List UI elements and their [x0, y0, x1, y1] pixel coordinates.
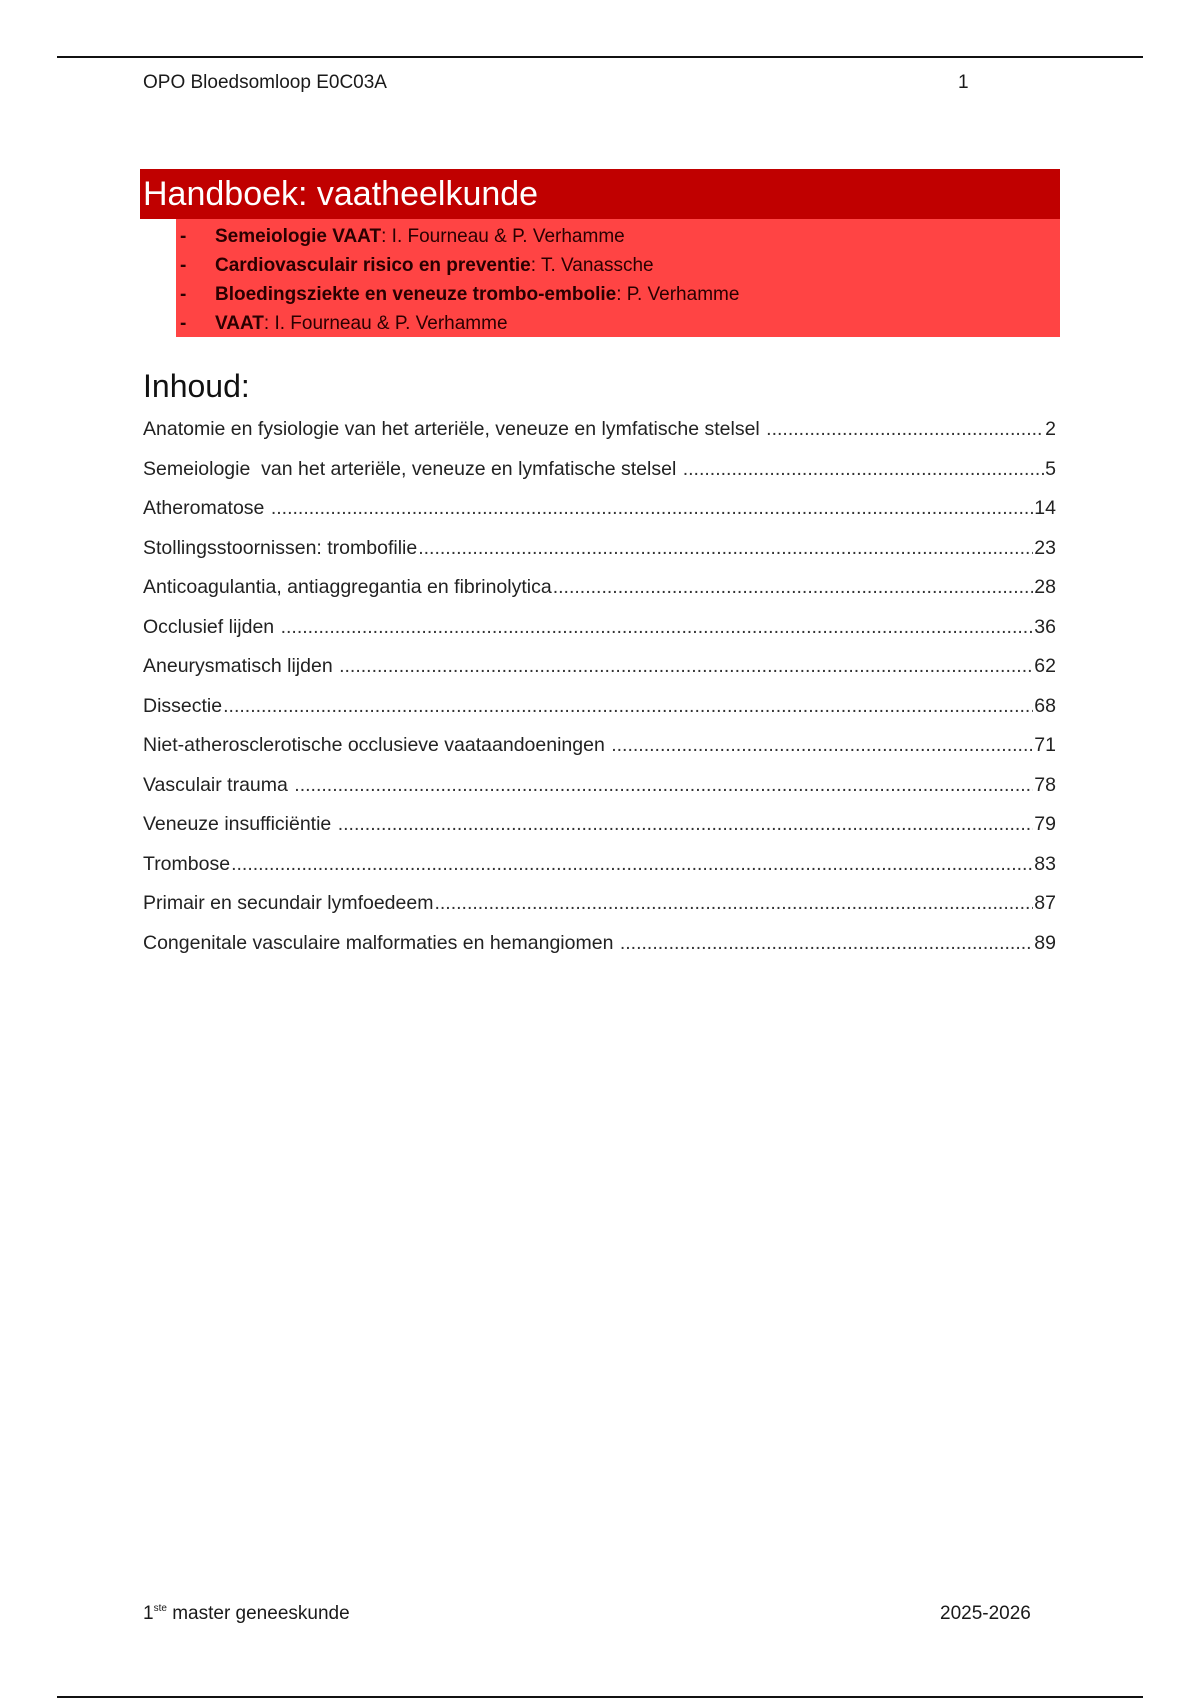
toc-entry-title[interactable]: Primair en secundair lymfoedeem: [143, 892, 434, 914]
toc-entry-title[interactable]: Semeiologie van het arteriële, veneuze en lymfatische stelsel: [143, 457, 682, 480]
toc-leader-dots: [231, 845, 1033, 885]
toc-leader-dots: [766, 410, 1044, 450]
toc-entry-page[interactable]: 71: [1034, 734, 1056, 756]
toc-leader-dots: [271, 489, 1033, 529]
toc-entry[interactable]: [143, 647, 1056, 687]
toc-entry-title[interactable]: Anatomie en fysiologie van het arteriële, veneuze en lymfatische stelsel: [143, 418, 766, 440]
toc-leader-dots: [418, 529, 1033, 569]
footer-level: [143, 1603, 350, 1625]
toc-entry-title[interactable]: Trombose: [143, 852, 231, 875]
bullet-dash: -: [180, 313, 187, 334]
toc-entry-page[interactable]: 5: [1045, 457, 1056, 480]
toc-heading: Inhoud:: [143, 368, 250, 404]
footer-level-text: master geneeskunde: [166, 1603, 350, 1624]
toc-entry[interactable]: [143, 726, 1056, 766]
toc-leader-dots: [620, 924, 1033, 964]
toc-entry-title[interactable]: Congenitale vasculaire malformaties en hemangiomen: [143, 931, 619, 954]
toc-entry[interactable]: [143, 845, 1056, 885]
toc-leader-dots: [339, 647, 1033, 687]
toc-leader-dots: [338, 805, 1034, 845]
footer-level-suffix: ste: [153, 1603, 167, 1614]
toc-entry-page[interactable]: 89: [1034, 931, 1056, 954]
footer-rule: [57, 1696, 1143, 1698]
toc-entry[interactable]: [143, 766, 1056, 806]
bullet-dash: -: [180, 284, 187, 305]
footer-level-number: 1: [143, 1603, 154, 1624]
bullet-dash: -: [180, 255, 187, 276]
toc-entry[interactable]: [143, 410, 1056, 450]
author-names: : P. Verhamme: [616, 284, 740, 305]
toc-entry-title[interactable]: Occlusief lijden: [143, 615, 280, 638]
toc-entry-title[interactable]: Vasculair trauma: [143, 773, 294, 796]
toc-entry-page[interactable]: 62: [1034, 655, 1056, 677]
toc-leader-dots: [223, 687, 1033, 727]
toc-leader-dots: [553, 568, 1034, 608]
toc-entry-title[interactable]: Dissectie: [143, 694, 223, 717]
author-names: : T. Vanassche: [530, 255, 654, 276]
toc-entry-page[interactable]: 36: [1034, 615, 1056, 638]
toc-entry[interactable]: [143, 884, 1056, 924]
toc-leader-dots: [281, 608, 1034, 648]
toc-entry[interactable]: [143, 529, 1056, 569]
toc-entry-page[interactable]: 28: [1034, 576, 1056, 598]
toc-entry-page[interactable]: 68: [1034, 694, 1056, 717]
toc-entry-page[interactable]: 83: [1034, 852, 1056, 875]
toc-entry-page[interactable]: 2: [1045, 418, 1056, 440]
toc-leader-dots: [434, 884, 1033, 924]
toc-entry-title[interactable]: Stollingsstoornissen: trombofilie: [143, 536, 418, 559]
author-subject: Bloedingsziekte en veneuze trombo-embolie: [215, 284, 617, 305]
authors-list: [176, 219, 1060, 337]
toc-leader-dots: [294, 766, 1033, 806]
footer-year: 2025-2026: [940, 1603, 1031, 1624]
toc-entry[interactable]: [143, 924, 1056, 964]
toc-entry-page[interactable]: 78: [1034, 773, 1056, 796]
toc-entry[interactable]: [143, 687, 1056, 727]
author-names: : I. Fourneau & P. Verhamme: [263, 313, 508, 334]
toc-entry-page[interactable]: 23: [1034, 536, 1056, 559]
header-rule: [57, 56, 1143, 58]
toc-entry[interactable]: [143, 608, 1056, 648]
author-subject: Cardiovasculair risico en preventie: [215, 255, 531, 276]
header-page-number: 1: [958, 72, 969, 93]
toc-leader-dots: [683, 450, 1044, 490]
author-subject: Semeiologie VAAT: [215, 226, 382, 247]
author-item: [176, 251, 1060, 280]
toc-entry[interactable]: [143, 450, 1056, 490]
author-item: [176, 309, 1060, 338]
toc-entry-page[interactable]: 14: [1034, 497, 1056, 519]
toc-entry-page[interactable]: 79: [1034, 813, 1056, 835]
toc-entry[interactable]: [143, 805, 1056, 845]
toc-leader-dots: [611, 726, 1033, 766]
toc-entry-title[interactable]: Atheromatose: [143, 497, 270, 519]
bullet-dash: -: [180, 226, 187, 247]
toc-entry-title[interactable]: Niet-atherosclerotische occlusieve vaataandoeningen: [143, 734, 611, 756]
table-of-contents: [143, 410, 1056, 963]
toc-entry-title[interactable]: Anticoagulantia, antiaggregantia en fibrinolytica: [143, 576, 552, 598]
author-subject: VAAT: [215, 313, 264, 334]
toc-entry-title[interactable]: Aneurysmatisch lijden: [143, 655, 339, 677]
toc-entry[interactable]: [143, 489, 1056, 529]
author-item: [176, 280, 1060, 309]
document-title: Handboek: vaatheelkunde: [140, 169, 1060, 219]
toc-entry[interactable]: [143, 568, 1056, 608]
author-names: : I. Fourneau & P. Verhamme: [381, 226, 625, 247]
toc-entry-page[interactable]: 87: [1034, 892, 1056, 914]
toc-entry-title[interactable]: Veneuze insufficiëntie: [143, 813, 337, 835]
author-item: [176, 222, 1060, 251]
header-course-title: OPO Bloedsomloop E0C03A: [143, 72, 387, 93]
